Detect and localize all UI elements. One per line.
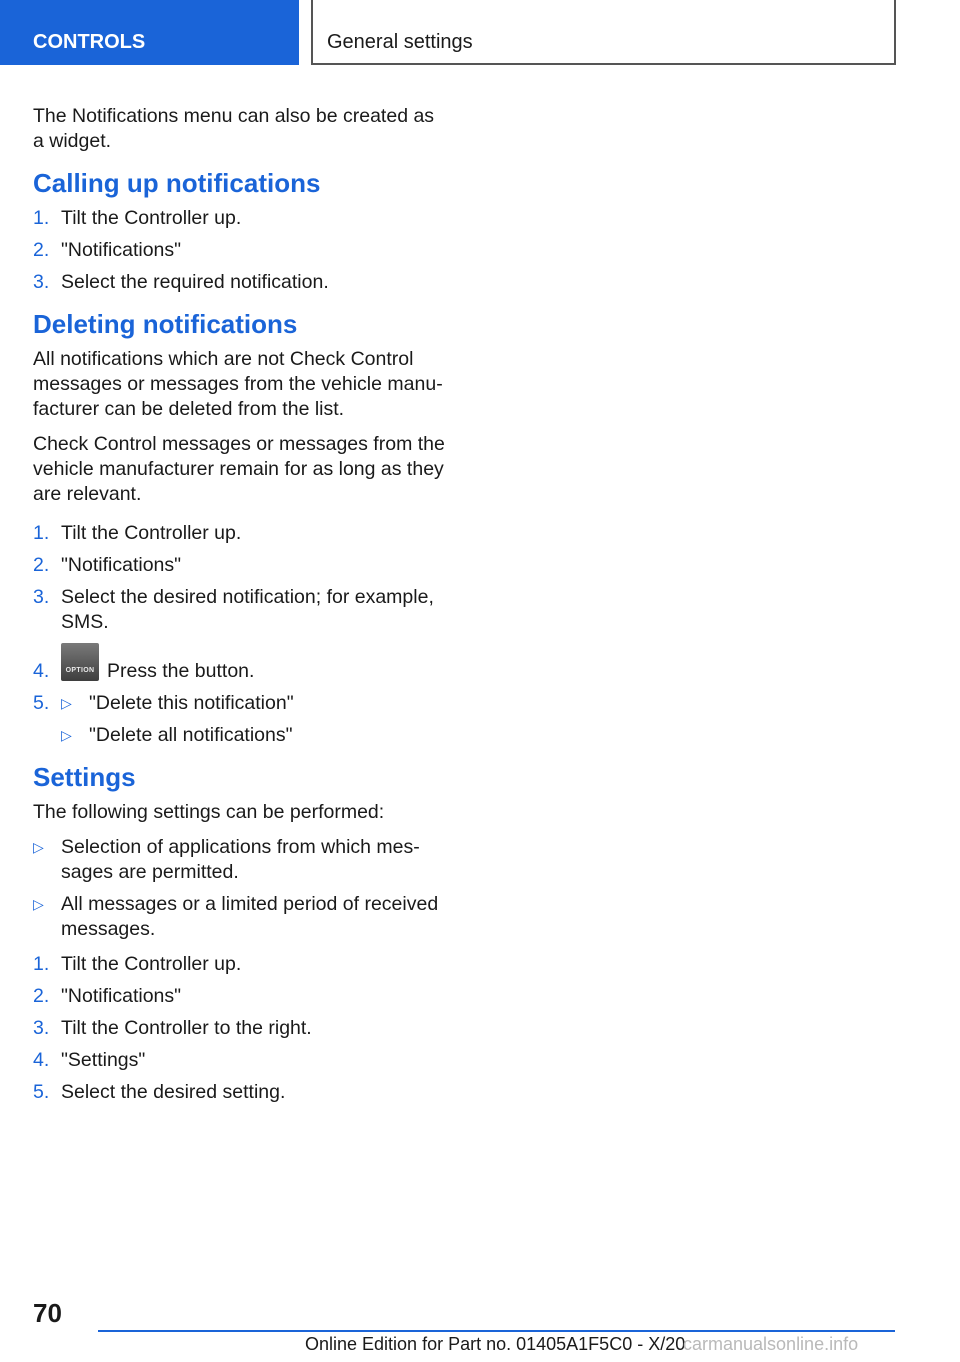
triangle-bullet-icon: ▷ [33,896,44,912]
intro-paragraph: The Notifications menu can also be created as a widget. [33,105,435,152]
section-tab: CONTROLS [0,0,299,65]
settings-steps [33,952,448,1105]
triangle-bullet-icon: ▷ [61,695,72,711]
heading-settings: Settings [33,762,136,792]
page-content [33,104,448,1115]
settings-bullets [33,835,448,942]
list-item: ▷ "Delete all notifications" [61,724,293,746]
list-item: 1. Tilt the Controller up. [33,207,242,229]
list-item: 3. Select the desired notification; for example, SMS. [33,586,434,633]
list-item: 4. OPTION Press the button. [33,659,448,684]
heading-calling-up: Calling up notifications [33,168,321,198]
list-item: 3. Tilt the Controller to the right. [33,1017,312,1039]
list-item: 1. Tilt the Controller up. [33,522,242,544]
list-item: ▷ Selection of applications from which messages are permitted. [33,836,420,883]
list-item: 3. Select the required notification. [33,271,329,293]
triangle-bullet-icon: ▷ [61,727,72,743]
footer-divider [98,1330,895,1332]
list-item: 2. "Notifications" [33,239,182,261]
page-number: 70 [33,1298,62,1328]
deleting-paragraph-2: Check Control messages or messages from the vehicle manufacturer remain for as long as they are relevant. [33,433,445,505]
list-item: 4. "Settings" [33,1049,146,1071]
list-item: ▷ All messages or a limited period of received messages. [33,893,439,940]
deleting-paragraph-1: All notifications which are not Check Control messages or messages from the vehicle manufacturer can be deleted from the list. [33,348,443,420]
list-item: 2. "Notifications" [33,985,182,1007]
heading-deleting: Deleting notifications [33,309,298,339]
triangle-bullet-icon: ▷ [33,839,44,855]
list-item: 5. Select the desired setting. [33,1081,286,1103]
option-button-icon: OPTION [61,643,99,681]
deleting-steps [33,521,448,748]
list-item: 1. Tilt the Controller up. [33,953,242,975]
settings-intro: The following settings can be performed: [33,801,385,823]
list-item: 5. ▷ "Delete this notification" [33,692,294,714]
chapter-title: General settings [311,0,896,65]
calling-up-steps [33,206,448,295]
edition-text: Online Edition for Part no. 01405A1F5C0 - X/20 [305,1334,686,1354]
watermark: carmanualsonline.info [683,1334,859,1354]
list-item: 2. "Notifications" [33,554,182,576]
